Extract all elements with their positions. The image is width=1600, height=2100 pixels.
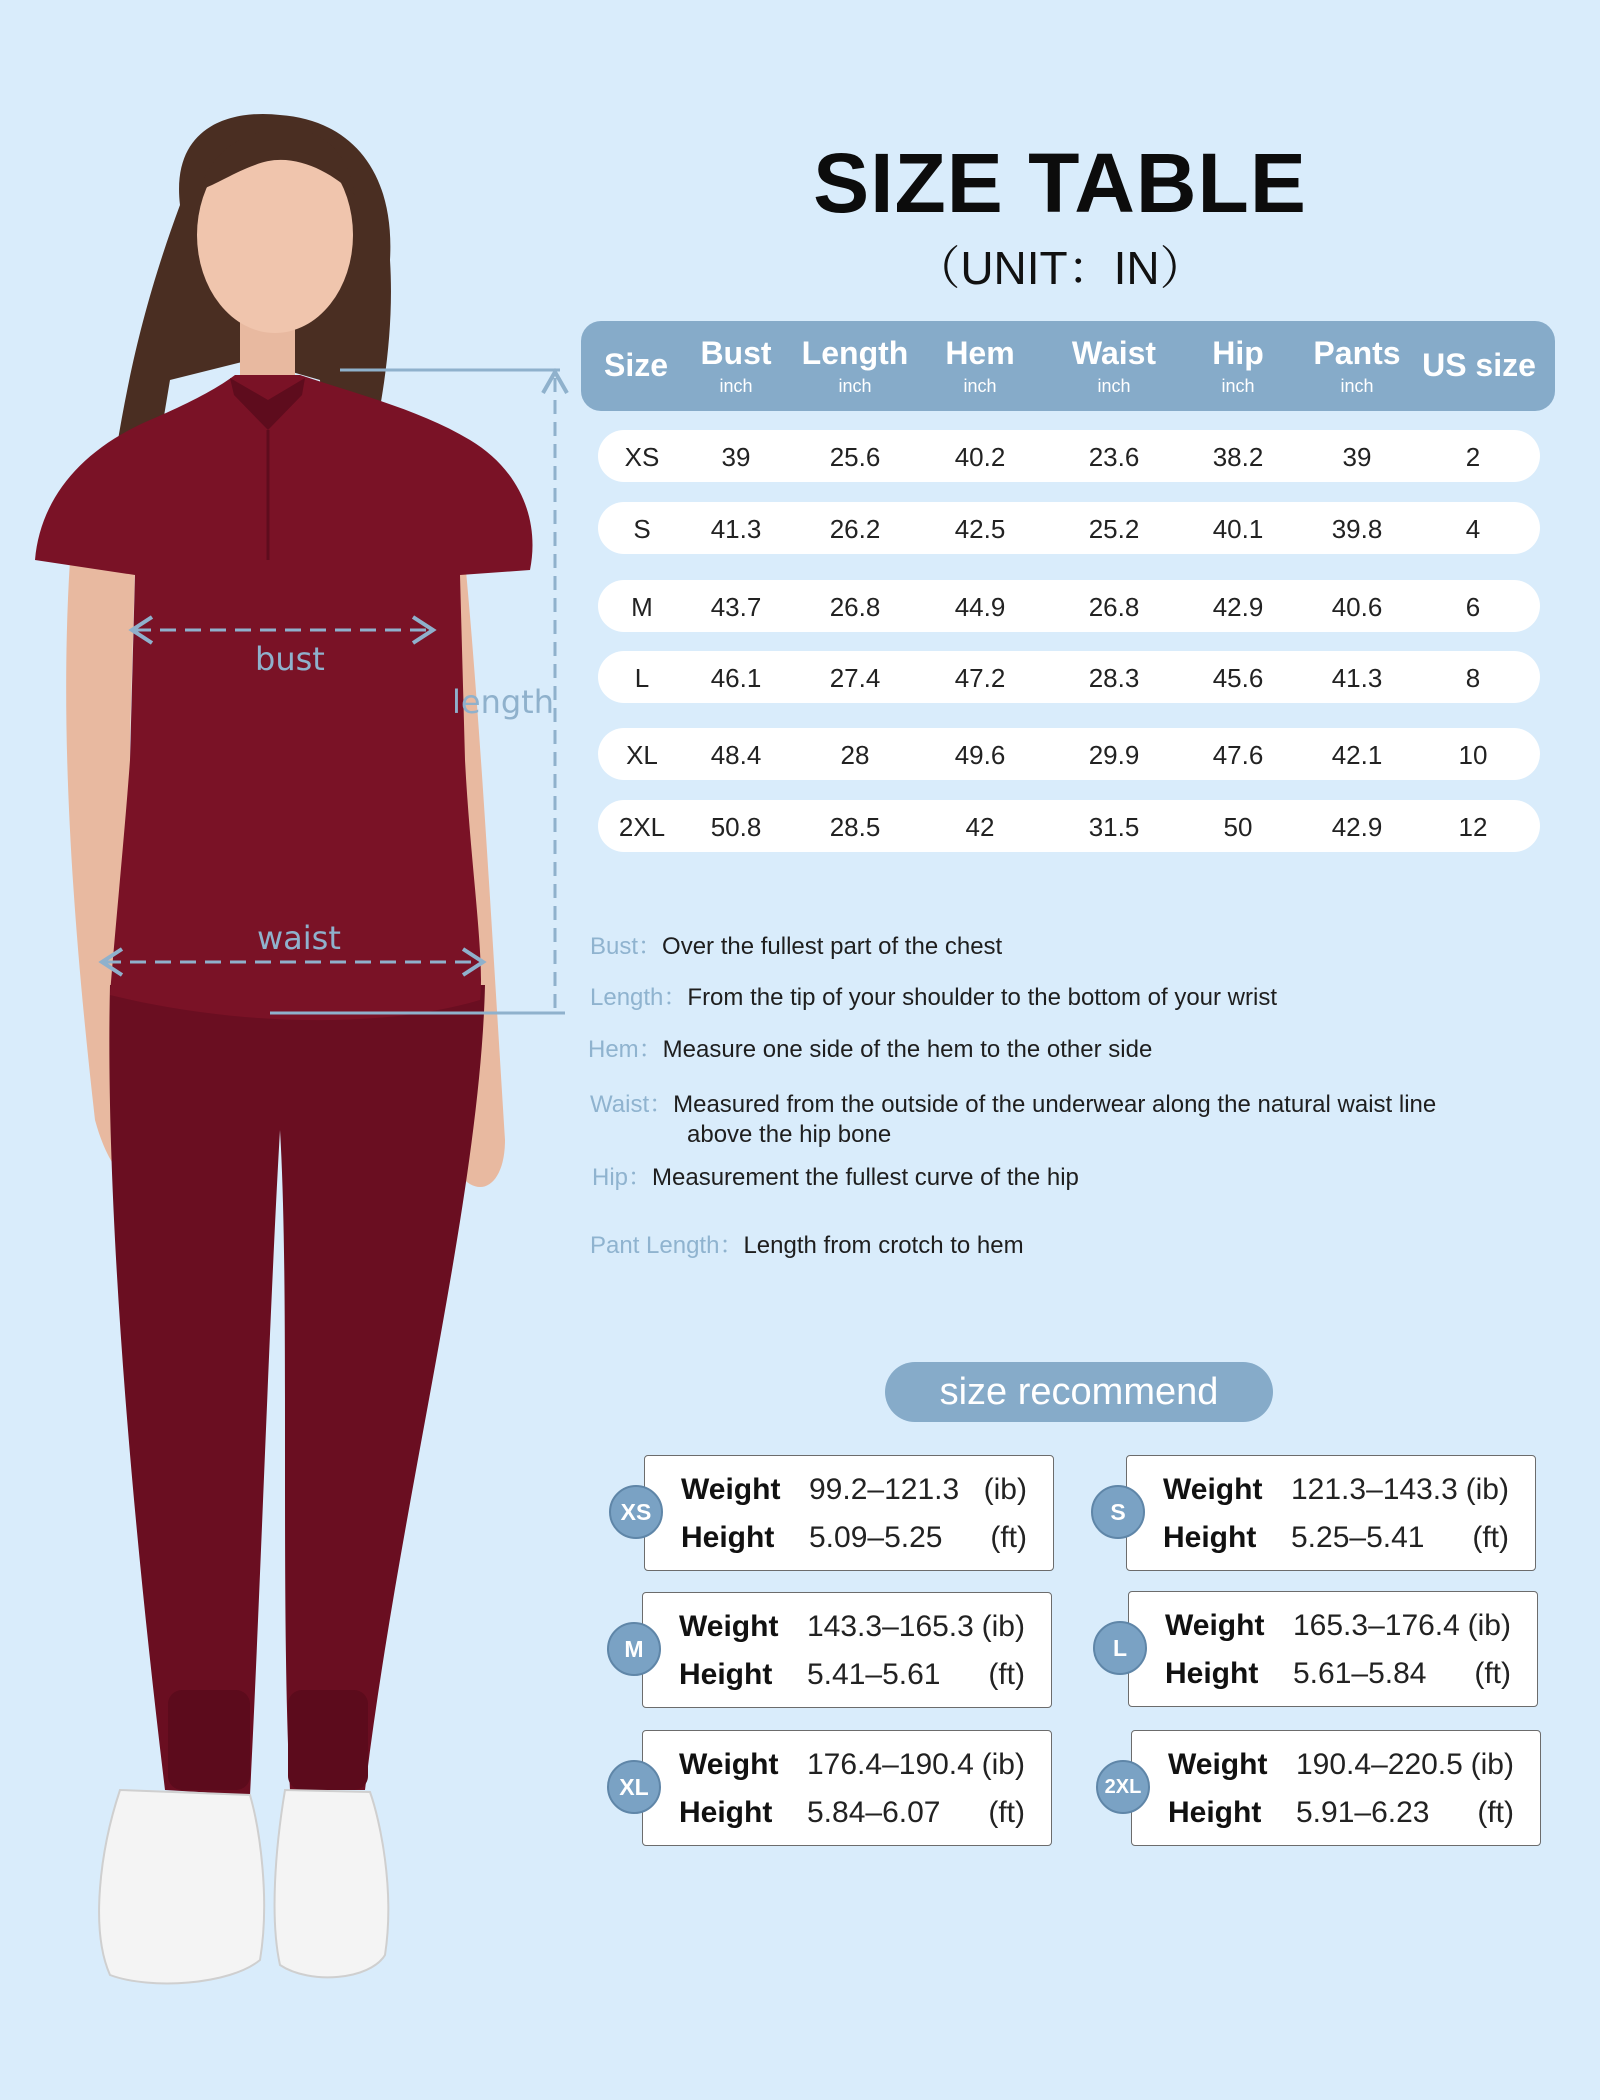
waist-label: waist: [257, 919, 341, 957]
size-badge: S: [1091, 1485, 1145, 1539]
height-value: 5.91–6.23: [1296, 1796, 1430, 1829]
height-value: 5.84–6.07: [807, 1796, 941, 1829]
table-row: [598, 651, 1540, 703]
table-row: [598, 580, 1540, 632]
weight-unit: (ib): [1467, 1609, 1511, 1642]
size-badge: XS: [609, 1485, 663, 1539]
cell-pants: 39: [1342, 442, 1372, 472]
size-recommend-title: size recommend: [885, 1362, 1273, 1422]
header-waist: Waist inch: [1071, 335, 1157, 396]
cell-waist: 29.9: [1088, 740, 1140, 770]
cell-bust: 41.3: [710, 514, 762, 544]
page-title: SIZE TABLE: [813, 136, 1307, 230]
header-hip: Hip inch: [1212, 335, 1264, 396]
unit-subtitle: （UNIT：IN）: [914, 242, 1206, 294]
height-label: Height: [681, 1521, 775, 1554]
height-unit: (ft): [1474, 1657, 1511, 1690]
height-value: 5.09–5.25: [809, 1521, 943, 1554]
cell-hip: 45.6: [1212, 663, 1264, 693]
weight-row: [643, 1745, 1051, 1785]
weight-label: Weight: [679, 1748, 779, 1781]
cell-hem: 42: [965, 812, 995, 842]
weight-label: Weight: [1163, 1473, 1263, 1506]
definition-text: Measured from the outside of the underwear along the natural waist line: [673, 1091, 1437, 1118]
table-row: [598, 800, 1540, 852]
size-badge: 2XL: [1096, 1760, 1150, 1814]
cell-length: 26.2: [829, 514, 881, 544]
height-unit: (ft): [1477, 1796, 1514, 1829]
cell-size: 2XL: [618, 812, 666, 842]
cell-size: S: [633, 514, 651, 544]
cell-length: 28.5: [829, 812, 881, 842]
weight-value: 176.4–190.4: [807, 1748, 974, 1781]
weight-label: Weight: [679, 1610, 779, 1643]
weight-label: Weight: [1165, 1609, 1265, 1642]
size-recommend-card: [1126, 1455, 1536, 1571]
cell-pants: 41.3: [1331, 663, 1383, 693]
cell-us-size: 10: [1458, 740, 1488, 770]
bust-label: bust: [255, 640, 325, 678]
length-label: length: [452, 683, 554, 721]
height-value: 5.61–5.84: [1293, 1657, 1427, 1690]
cell-hip: 42.9: [1212, 592, 1264, 622]
header-size: Size: [603, 347, 669, 383]
weight-value: 143.3–165.3: [807, 1610, 974, 1643]
cell-bust: 50.8: [710, 812, 762, 842]
definition-key: Waist：: [590, 1091, 674, 1118]
definition-text-continued: above the hip bone: [687, 1121, 892, 1148]
right-shoe: [275, 1790, 389, 1977]
weight-unit: (ib): [981, 1748, 1025, 1781]
cell-size: M: [631, 592, 653, 622]
definition-item: [590, 983, 1277, 1013]
size-recommend-card: [642, 1730, 1052, 1846]
height-unit: (ft): [990, 1521, 1027, 1554]
height-unit: (ft): [988, 1796, 1025, 1829]
height-unit: (ft): [1472, 1521, 1509, 1554]
cell-bust: 46.1: [710, 663, 762, 693]
cell-waist: 28.3: [1088, 663, 1140, 693]
table-header: [581, 321, 1555, 411]
definition-key: Hem：: [588, 1036, 663, 1063]
header-hem: Hem inch: [945, 335, 1015, 396]
cell-bust: 48.4: [710, 740, 762, 770]
cell-us-size: 6: [1465, 592, 1481, 622]
cell-size: XS: [624, 442, 660, 472]
cell-bust: 43.7: [710, 592, 762, 622]
height-value: 5.25–5.41: [1291, 1521, 1425, 1554]
cell-us-size: 2: [1465, 442, 1481, 472]
cell-hip: 47.6: [1212, 740, 1264, 770]
height-label: Height: [1165, 1657, 1259, 1690]
cell-waist: 31.5: [1088, 812, 1140, 842]
definition-key: Bust：: [590, 933, 663, 960]
height-label: Height: [1163, 1521, 1257, 1554]
definition-text: From the tip of your shoulder to the bottom of your wrist: [687, 984, 1277, 1011]
header-pants: Pants inch: [1313, 335, 1401, 396]
cell-hip: 38.2: [1212, 442, 1264, 472]
table-row: [598, 728, 1540, 780]
weight-row: [1132, 1745, 1540, 1785]
weight-row: [1127, 1470, 1535, 1510]
definition-key: Pant Length：: [590, 1232, 744, 1259]
table-row: [598, 502, 1540, 554]
size-badge: L: [1093, 1621, 1147, 1675]
weight-label: Weight: [1168, 1748, 1268, 1781]
pants: [109, 985, 485, 1795]
cell-waist: 23.6: [1088, 442, 1140, 472]
cell-pants: 39.8: [1331, 514, 1383, 544]
cell-hem: 47.2: [954, 663, 1006, 693]
weight-row: [645, 1470, 1053, 1510]
weight-row: [643, 1607, 1051, 1647]
weight-value: 190.4–220.5: [1296, 1748, 1463, 1781]
cell-hem: 42.5: [954, 514, 1006, 544]
header-length: Length inch: [801, 335, 909, 396]
cell-hem: 49.6: [954, 740, 1006, 770]
cell-us-size: 12: [1458, 812, 1488, 842]
size-recommend-card: [1128, 1591, 1538, 1707]
size-recommend-card: [642, 1592, 1052, 1708]
size-recommend-card: [1131, 1730, 1541, 1846]
cell-length: 25.6: [829, 442, 881, 472]
height-label: Height: [1168, 1796, 1262, 1829]
model-illustration: [0, 0, 600, 2100]
definition-item: [590, 1090, 1436, 1150]
definition-item: [590, 932, 1002, 962]
cell-hem: 44.9: [954, 592, 1006, 622]
header-bust: Bust inch: [700, 335, 772, 396]
height-unit: (ft): [988, 1658, 1025, 1691]
height-value: 5.41–5.61: [807, 1658, 941, 1691]
definition-text: Length from crotch to hem: [743, 1232, 1024, 1259]
cell-waist: 26.8: [1088, 592, 1140, 622]
cell-length: 26.8: [829, 592, 881, 622]
cell-pants: 42.1: [1331, 740, 1383, 770]
height-row: [1127, 1518, 1535, 1558]
weight-label: Weight: [681, 1473, 781, 1506]
height-label: Height: [679, 1796, 773, 1829]
height-row: [1129, 1654, 1537, 1694]
cell-size: L: [634, 663, 650, 693]
definition-key: Hip：: [592, 1164, 653, 1191]
definition-text: Measure one side of the hem to the other side: [662, 1036, 1153, 1063]
cell-hem: 40.2: [954, 442, 1006, 472]
definition-text: Measurement the fullest curve of the hip: [652, 1164, 1079, 1191]
cell-waist: 25.2: [1088, 514, 1140, 544]
weight-row: [1129, 1606, 1537, 1646]
weight-unit: (ib): [981, 1610, 1025, 1643]
height-row: [643, 1793, 1051, 1833]
definition-item: [592, 1163, 1079, 1193]
height-row: [643, 1655, 1051, 1695]
size-recommend-card: [644, 1455, 1054, 1571]
cell-us-size: 8: [1465, 663, 1481, 693]
cell-hip: 40.1: [1212, 514, 1264, 544]
weight-unit: (ib): [983, 1473, 1027, 1506]
weight-unit: (ib): [1465, 1473, 1509, 1506]
cell-us-size: 4: [1465, 514, 1481, 544]
height-label: Height: [679, 1658, 773, 1691]
cell-length: 28: [840, 740, 870, 770]
height-row: [645, 1518, 1053, 1558]
weight-value: 99.2–121.3: [809, 1473, 960, 1506]
size-badge: M: [607, 1622, 661, 1676]
weight-unit: (ib): [1470, 1748, 1514, 1781]
cell-size: XL: [626, 740, 658, 770]
definition-text: Over the fullest part of the chest: [662, 933, 1003, 960]
cell-pants: 40.6: [1331, 592, 1383, 622]
weight-value: 121.3–143.3: [1291, 1473, 1458, 1506]
height-row: [1132, 1793, 1540, 1833]
definition-item: [588, 1035, 1152, 1065]
cell-pants: 42.9: [1331, 812, 1383, 842]
cell-hip: 50: [1223, 812, 1253, 842]
definition-key: Length：: [590, 984, 688, 1011]
cell-length: 27.4: [829, 663, 881, 693]
header-us-size: US size: [1422, 347, 1536, 383]
weight-value: 165.3–176.4: [1293, 1609, 1460, 1642]
cell-bust: 39: [721, 442, 751, 472]
left-shoe: [99, 1790, 264, 1983]
table-row: [598, 430, 1540, 482]
size-badge: XL: [607, 1760, 661, 1814]
definition-item: [590, 1231, 1024, 1261]
